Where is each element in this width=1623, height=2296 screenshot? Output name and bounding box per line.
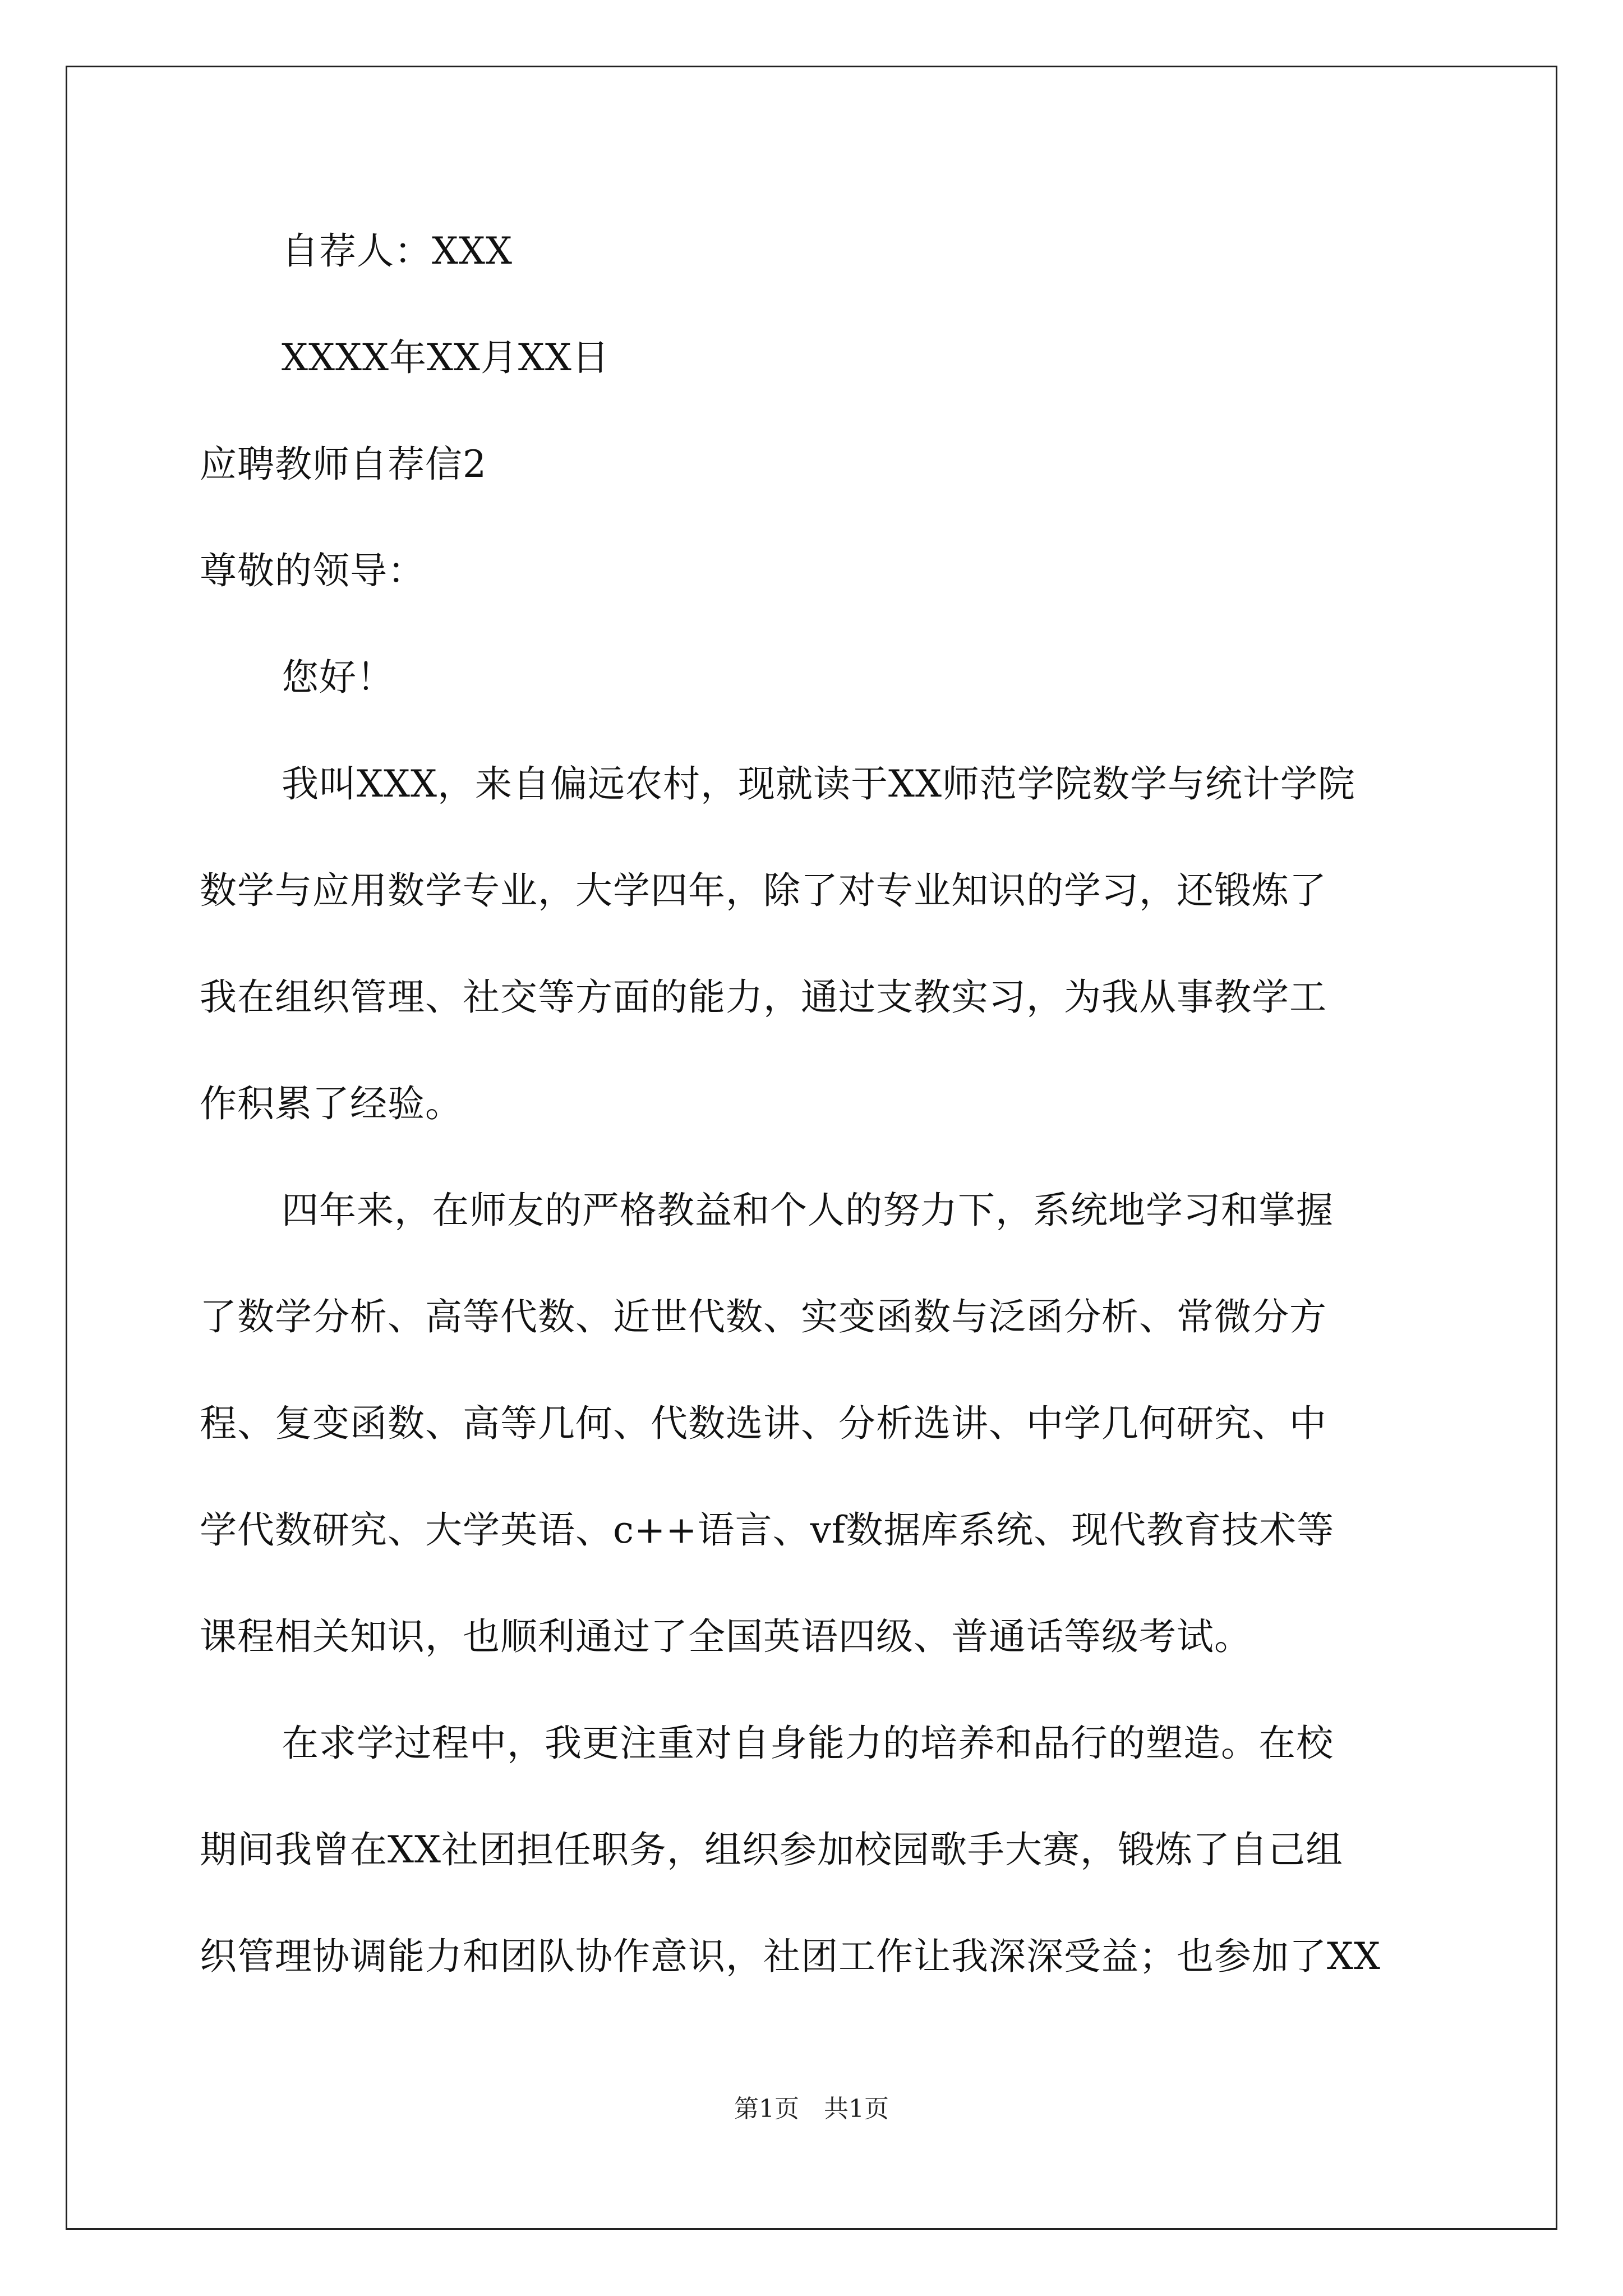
paragraph1-line: 我叫XXX，来自偏远农村，现就读于XX师范学院数学与统计学院 [282, 762, 1355, 806]
greeting: 您好！ [282, 656, 394, 699]
paragraph2-line: 课程相关知识，也顺利通过了全国英语四级、普通话等级考试。 [200, 1615, 1252, 1658]
signature-line: 自荐人：XXX [282, 229, 513, 273]
paragraph3-line: 在求学过程中，我更注重对自身能力的培养和品行的塑造。在校 [282, 1722, 1334, 1765]
paragraph1-line: 我在组织管理、社交等方面的能力，通过支教实习，为我从事教学工 [200, 976, 1327, 1019]
paragraph3-line: 期间我曾在XX社团担任职务，组织参加校园歌手大赛，锻炼了自己组 [200, 1828, 1343, 1871]
paragraph2-line: 四年来，在师友的严格教益和个人的努力下，系统地学习和掌握 [282, 1189, 1334, 1232]
page-footer: 第1页 共1页 [734, 2095, 889, 2123]
letter-title: 应聘教师自荐信2 [200, 443, 487, 486]
paragraph1-line: 数学与应用数学专业，大学四年，除了对专业知识的学习，还锻炼了 [200, 869, 1327, 912]
page-border [66, 66, 1557, 2230]
paragraph3-line: 织管理协调能力和团队协作意识，社团工作让我深深受益；也参加了XX [200, 1935, 1381, 1978]
paragraph2-line: 程、复变函数、高等几何、代数选讲、分析选讲、中学几何研究、中 [200, 1402, 1327, 1445]
paragraph1-line: 作积累了经验。 [200, 1082, 463, 1125]
paragraph2-line: 了数学分析、高等代数、近世代数、实变函数与泛函分析、常微分方 [200, 1295, 1327, 1338]
date-line: XXXX年XX月XX日 [282, 336, 610, 379]
paragraph2-line: 学代数研究、大学英语、c++语言、vf数据库系统、现代教育技术等 [200, 1508, 1335, 1552]
salutation: 尊敬的领导： [200, 549, 425, 592]
